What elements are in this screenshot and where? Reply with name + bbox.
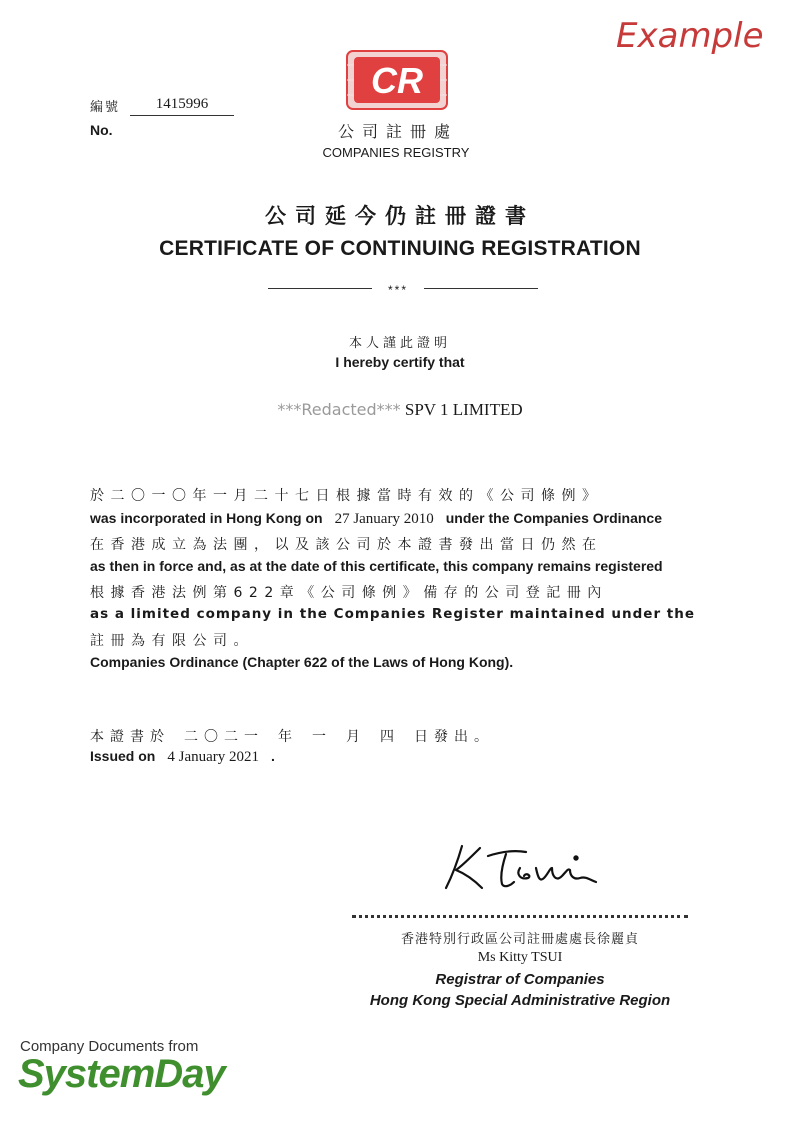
body-line-en-1	[90, 510, 662, 528]
registrar-title-en: Registrar of Companies	[435, 971, 605, 988]
company-name-line	[200, 400, 600, 420]
body-line-en-2: as then in force and, as at the date of this certificate, this company remains registered	[90, 558, 663, 574]
issued-label: Issued on	[90, 748, 156, 764]
body-line-zh-1: 於二〇一〇年一月二十七日根據當時有效的《公司條例》	[90, 488, 603, 504]
footer-caption: Company Documents from	[20, 1038, 199, 1055]
incorporation-date: 27 January 2010	[334, 511, 434, 527]
certificate-title-zh: 公司延今仍註冊證書	[265, 204, 535, 228]
number-label-zh: 編號	[90, 100, 121, 115]
body-line-zh-3: 根據香港法例第622章《公司條例》備存的公司登記冊內	[90, 585, 608, 601]
companies-registry-logo	[346, 50, 448, 110]
body-line-zh-2: 在香港成立為法團，以及該公司於本證書發出當日仍然在	[90, 537, 603, 553]
registrar-title-zh: 香港特別行政區公司註冊處處長徐麗貞	[400, 932, 639, 947]
issued-end: .	[271, 748, 275, 764]
company-name: SPV 1 LIMITED	[404, 400, 523, 419]
certify-statement-zh: 本人謹此證明	[348, 336, 451, 351]
registrar-name: Ms Kitty TSUI	[477, 950, 563, 965]
divider-stars: ***	[387, 283, 408, 297]
systemday-logo: SystemDay	[18, 1052, 225, 1096]
issued-line-en	[90, 748, 275, 766]
issued-line-zh	[90, 726, 494, 746]
registrar-region-en: Hong Kong Special Administrative Region	[369, 992, 671, 1009]
registry-name-en: COMPANIES REGISTRY	[322, 145, 470, 160]
registry-name-zh: 公司註冊處	[337, 122, 458, 141]
certificate-title-en: CERTIFICATE OF CONTINUING REGISTRATION	[159, 237, 641, 260]
issued-prefix-zh: 本證書於	[90, 729, 170, 745]
signature-dotted-line	[352, 915, 688, 918]
certificate-number: 1415996	[130, 96, 234, 116]
issued-day-zh: 四	[380, 729, 400, 745]
body-line-en-4: Companies Ordinance (Chapter 622 of the Laws of Hong Kong).	[90, 654, 514, 670]
body-line-en-3: as a limited company in the Companies Register maintained under the	[90, 606, 696, 622]
number-label-en: No.	[90, 122, 113, 138]
incorporated-text: was incorporated in Hong Kong on	[90, 510, 323, 526]
body-line-zh-4: 註冊為有限公司。	[90, 633, 254, 649]
divider-line-left	[268, 288, 372, 289]
issued-year-unit-zh: 年	[278, 729, 298, 745]
issued-year-zh: 二〇二一	[184, 729, 264, 745]
issue-date: 4 January 2021	[167, 749, 260, 765]
divider-line-right	[424, 288, 538, 289]
certify-statement-en: I hereby certify that	[335, 354, 465, 370]
registrar-signature	[440, 838, 610, 898]
issued-suffix-zh: 日發出。	[414, 729, 494, 745]
issued-month-zh: 一	[312, 729, 332, 745]
redacted-name: ***Redacted***	[277, 400, 401, 419]
logo-text: CR	[371, 60, 423, 101]
issued-month-unit-zh: 月	[346, 729, 366, 745]
example-watermark: Example	[616, 16, 764, 56]
ordinance-text: under the Companies Ordinance	[445, 510, 662, 526]
